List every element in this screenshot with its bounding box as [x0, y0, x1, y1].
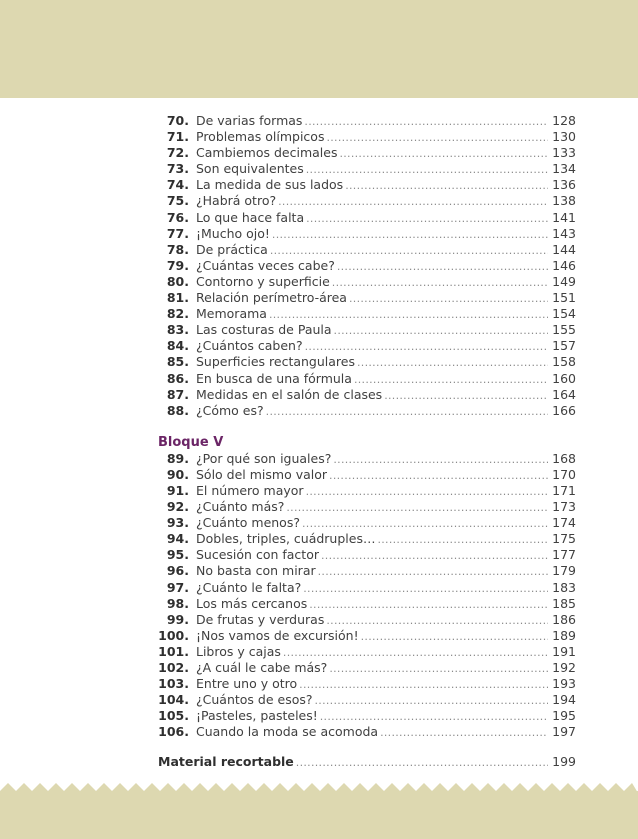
toc-entry[interactable]	[158, 628, 576, 644]
toc-leader-dots	[299, 677, 548, 693]
toc-entry[interactable]	[158, 193, 576, 209]
toc-entry-page: 155	[552, 322, 576, 338]
toc-entry-page: 154	[552, 306, 576, 322]
toc-leader-dots	[269, 307, 548, 323]
toc-leader-dots	[302, 516, 548, 532]
toc-entry-number: 75.	[166, 193, 189, 209]
toc-entry-number: 106.	[158, 724, 189, 740]
toc-entry-page: 197	[552, 724, 576, 740]
toc-entry-number: 94.	[166, 531, 189, 547]
toc-entry[interactable]	[158, 563, 576, 579]
toc-entry-page: 151	[552, 290, 576, 306]
toc-leader-dots	[305, 339, 548, 355]
toc-leader-dots	[326, 613, 548, 629]
toc-leader-dots	[270, 243, 548, 259]
toc-leader-dots	[334, 323, 548, 339]
toc-entry[interactable]	[158, 145, 576, 161]
toc-entry-page: 158	[552, 354, 576, 370]
toc-entry-title: Entre uno y otro	[196, 676, 298, 692]
toc-entry-page: 170	[552, 466, 576, 482]
toc-entry[interactable]	[158, 660, 576, 676]
toc-entry-number: 90.	[166, 466, 189, 482]
toc-entry[interactable]	[158, 177, 576, 193]
toc-entry[interactable]	[158, 676, 576, 692]
toc-leader-dots	[286, 500, 548, 516]
toc-leader-dots	[329, 661, 548, 677]
toc-entry-page: 146	[552, 257, 576, 273]
bottom-zigzag-edge	[0, 783, 638, 793]
toc-entry-page: 134	[552, 161, 576, 177]
toc-entry-number: 95.	[166, 547, 189, 563]
toc-entry-number: 97.	[166, 579, 189, 595]
toc-entry-page: 138	[552, 193, 576, 209]
toc-entry-title: Dobles, triples, cuádruples…	[196, 531, 376, 547]
toc-leader-dots	[384, 388, 548, 404]
toc-leader-dots	[303, 581, 548, 597]
toc-entry[interactable]	[158, 483, 576, 499]
toc-entry-page: 149	[552, 273, 576, 289]
toc-entry-title: De varias formas	[196, 113, 303, 128]
toc-entry-title: Los más cercanos	[196, 595, 308, 611]
toc-leader-dots	[337, 259, 548, 275]
toc-entry-number: 78.	[166, 241, 189, 257]
toc-entry[interactable]	[158, 290, 576, 306]
toc-entry-title: ¿Cuántas veces cabe?	[196, 257, 335, 273]
toc-entry[interactable]	[158, 515, 576, 531]
toc-entry[interactable]	[158, 451, 576, 467]
toc-entry-page: 164	[552, 386, 576, 402]
toc-entry[interactable]	[158, 113, 576, 129]
toc-entry-number: 77.	[166, 225, 189, 241]
toc-entry-number: 71.	[166, 129, 189, 145]
toc-entry-page: 168	[552, 450, 576, 466]
toc-entry-page: 192	[552, 660, 576, 675]
toc-entry-page: 175	[552, 531, 576, 547]
toc-entry-number: 72.	[166, 145, 189, 161]
toc-entry-number: 96.	[166, 563, 189, 579]
toc-entry-page: 136	[552, 177, 576, 193]
toc-entry-title: De práctica	[196, 241, 268, 257]
toc-entry-page: 130	[552, 129, 576, 145]
toc-entry-page: 191	[552, 643, 576, 659]
toc-entry[interactable]	[158, 580, 576, 596]
toc-entry[interactable]	[158, 644, 576, 660]
toc-entry-title: ¿Cómo es?	[196, 402, 264, 418]
toc-leader-dots	[345, 178, 548, 194]
toc-leader-dots	[296, 755, 548, 771]
toc-entry-title: Relación perímetro-área	[196, 290, 347, 306]
toc-list	[158, 113, 576, 419]
toc-entry[interactable]	[158, 242, 576, 258]
toc-leader-dots	[306, 162, 548, 178]
toc-entry-page: 133	[552, 145, 576, 161]
toc-entry-title: El número mayor	[196, 482, 304, 498]
toc-entry-page: 179	[552, 563, 576, 579]
toc-entry-number: 100.	[158, 627, 189, 643]
toc-entry[interactable]	[158, 274, 576, 290]
toc-entry-page: 183	[552, 579, 576, 595]
toc-entry[interactable]	[158, 306, 576, 322]
toc-entry-page: 171	[552, 482, 576, 498]
toc-entry[interactable]	[158, 692, 576, 708]
toc-entry-number: 89.	[166, 450, 189, 466]
top-zigzag-edge	[0, 84, 638, 100]
toc-entry[interactable]	[158, 371, 576, 387]
toc-entry-page: 195	[552, 708, 576, 724]
toc-entry-title: En busca de una fórmula	[196, 370, 352, 386]
toc-entry-number: 101.	[158, 643, 189, 659]
toc-entry-page: 166	[552, 402, 576, 418]
toc-entry-number: 82.	[166, 306, 189, 322]
toc-entry-title: No basta con mirar	[196, 563, 316, 579]
toc-entry-title: Las costuras de Paula	[196, 322, 332, 338]
toc-entry-number: 92.	[166, 499, 189, 515]
toc-entry-title: ¿Cuánto menos?	[196, 515, 300, 531]
toc-entry-title: ¿A cuál le cabe más?	[196, 660, 328, 675]
toc-leader-dots	[309, 597, 548, 613]
toc-leader-dots	[315, 693, 549, 709]
toc-entry-page: 186	[552, 611, 576, 627]
toc-leader-dots	[321, 548, 548, 564]
toc-entry[interactable]	[158, 596, 576, 612]
toc-leader-dots	[304, 114, 548, 130]
toc-entry-title: ¡Mucho ojo!	[196, 225, 270, 241]
toc-entry-number: 98.	[166, 595, 189, 611]
toc-leader-dots	[361, 629, 548, 645]
toc-entry-number: 103.	[158, 676, 189, 692]
toc-entry-number: 79.	[166, 257, 189, 273]
toc-leader-dots	[306, 211, 548, 227]
toc-entry-number: 80.	[166, 273, 189, 289]
toc-entry-title: Sólo del mismo valor	[196, 466, 328, 482]
toc-leader-dots	[283, 645, 548, 661]
toc-entry-page: 143	[552, 225, 576, 241]
toc-entry[interactable]	[158, 210, 576, 226]
toc-entry-number: 105.	[158, 708, 189, 724]
table-of-contents	[158, 113, 576, 771]
toc-entry-number: 70.	[166, 113, 189, 128]
toc-entry[interactable]	[158, 161, 576, 177]
toc-entry-title: ¿Cuántos caben?	[196, 338, 303, 354]
toc-entry-number: 83.	[166, 322, 189, 338]
toc-leader-dots	[377, 532, 548, 548]
toc-leader-dots	[278, 194, 548, 210]
toc-leader-dots	[357, 355, 548, 371]
toc-entry-title: Libros y cajas	[196, 643, 281, 659]
toc-entry-number: 88.	[166, 402, 189, 418]
toc-leader-dots	[329, 468, 548, 484]
toc-leader-dots	[332, 275, 548, 291]
toc-entry-title: Cuando la moda se acomoda	[196, 724, 379, 740]
toc-leader-dots	[272, 227, 548, 243]
toc-entry-title: ¿Cuánto más?	[196, 499, 285, 515]
toc-entry-page: 174	[552, 515, 576, 531]
toc-entry[interactable]	[158, 387, 576, 403]
toc-entry-title: Cambiemos decimales	[196, 145, 338, 161]
toc-entry-number: 73.	[166, 161, 189, 177]
toc-entry-number: 104.	[158, 692, 189, 708]
toc-entry-title: Superficies rectangulares	[196, 354, 355, 370]
toc-entry-title: Son equivalentes	[196, 161, 304, 177]
toc-entry-material-recortable[interactable]	[158, 754, 576, 770]
toc-entry[interactable]	[158, 612, 576, 628]
toc-entry-page: 144	[552, 241, 576, 257]
toc-entry[interactable]	[158, 499, 576, 515]
toc-entry-number: 81.	[166, 290, 189, 306]
toc-entry-page: 177	[552, 547, 576, 563]
toc-entry[interactable]	[158, 531, 576, 547]
toc-leader-dots	[339, 146, 548, 162]
toc-entry-number: 76.	[166, 209, 189, 225]
toc-entry-title: Problemas olímpicos	[196, 129, 325, 145]
toc-entry-page: 173	[552, 499, 576, 515]
toc-leader-dots	[354, 372, 548, 388]
toc-entry[interactable]	[158, 403, 576, 419]
bottom-decorative-band	[0, 791, 638, 839]
toc-entry-title: ¿Habrá otro?	[196, 193, 277, 209]
toc-entry-number: 74.	[166, 177, 189, 193]
toc-entry[interactable]	[158, 467, 576, 483]
toc-leader-dots	[320, 709, 548, 725]
toc-entry[interactable]	[158, 258, 576, 274]
toc-entry-page: 194	[552, 692, 576, 708]
toc-entry-number: 86.	[166, 370, 189, 386]
toc-entry[interactable]	[158, 354, 576, 370]
toc-leader-dots	[326, 130, 548, 146]
toc-entry-page: 157	[552, 338, 576, 354]
toc-entry[interactable]	[158, 547, 576, 563]
toc-entry-title: ¡Pasteles, pasteles!	[196, 708, 318, 724]
toc-entry-title: Medidas en el salón de clases	[196, 386, 383, 402]
toc-entry-title: La medida de sus lados	[196, 177, 344, 193]
toc-entry[interactable]	[158, 724, 576, 740]
toc-entry-number: 99.	[166, 611, 189, 627]
toc-entry-number: 91.	[166, 482, 189, 498]
toc-list-bloque-v	[158, 451, 576, 741]
toc-entry-number: 102.	[158, 660, 189, 675]
toc-entry-page: 185	[552, 595, 576, 611]
toc-entry-title: Contorno y superficie	[196, 273, 330, 289]
toc-entry-title: ¡Nos vamos de excursión!	[196, 627, 359, 643]
toc-entry-number: 93.	[166, 515, 189, 531]
toc-entry-page: 128	[552, 113, 576, 128]
toc-leader-dots	[380, 725, 548, 741]
toc-entry-page: 199	[552, 754, 576, 770]
toc-entry-number: 84.	[166, 338, 189, 354]
toc-entry-number: 85.	[166, 354, 189, 370]
toc-entry-number: 87.	[166, 386, 189, 402]
toc-entry-title: Memorama	[196, 306, 267, 322]
toc-entry[interactable]	[158, 322, 576, 338]
toc-leader-dots	[333, 452, 548, 468]
toc-entry-title: Material recortable	[158, 754, 294, 770]
toc-leader-dots	[349, 291, 548, 307]
toc-entry[interactable]	[158, 338, 576, 354]
toc-entry[interactable]	[158, 129, 576, 145]
toc-entry-title: ¿Cuántos de esos?	[196, 692, 313, 708]
toc-entry-title: Sucesión con factor	[196, 547, 319, 563]
toc-entry-title: Lo que hace falta	[196, 209, 305, 225]
toc-entry-page: 189	[552, 627, 576, 643]
toc-entry-page: 141	[552, 209, 576, 225]
toc-entry-title: De frutas y verduras	[196, 611, 325, 627]
toc-entry-page: 193	[552, 676, 576, 692]
toc-entry-title: ¿Cuánto le falta?	[196, 579, 302, 595]
toc-leader-dots	[266, 404, 548, 420]
toc-entry-title: ¿Por qué son iguales?	[196, 450, 332, 466]
toc-leader-dots	[318, 564, 548, 580]
section-heading-bloque-v: Bloque V	[158, 434, 224, 450]
toc-entry-page: 160	[552, 370, 576, 386]
toc-leader-dots	[306, 484, 548, 500]
toc-entry[interactable]	[158, 708, 576, 724]
toc-entry[interactable]	[158, 226, 576, 242]
